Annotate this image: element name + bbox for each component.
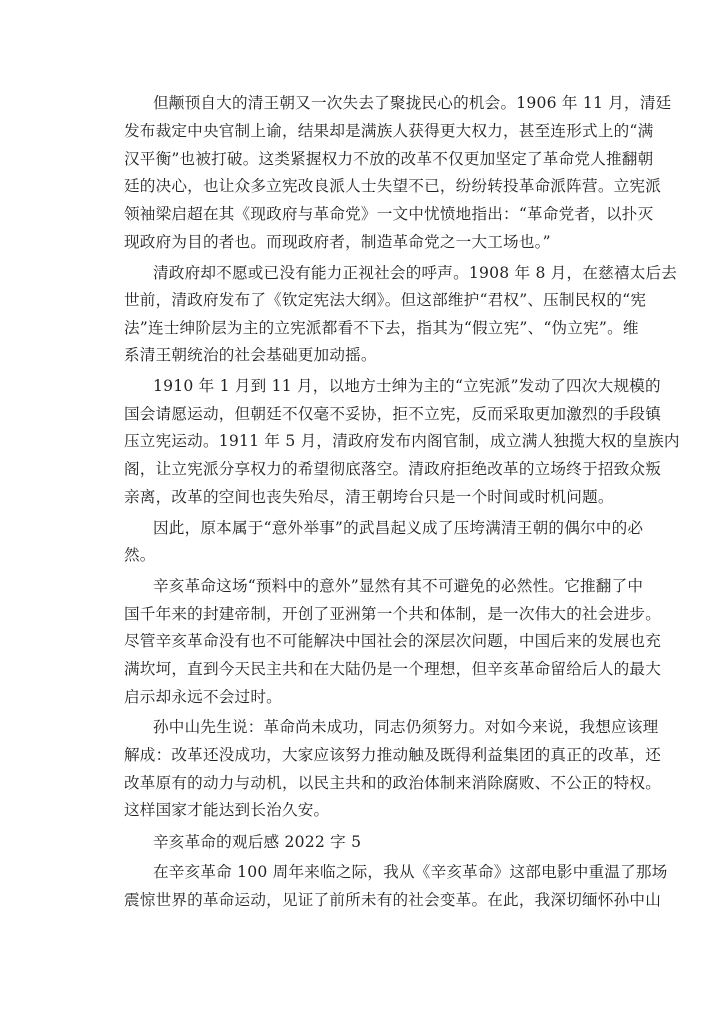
text-line: 尽管辛亥革命没有也不可能解决中国社会的深层次问题，中国后来的发展也充 — [124, 632, 661, 650]
text-line: 启示却永远不会过时。 — [124, 688, 282, 706]
text-line: 满坎坷，直到今天民主共和在大陆仍是一个理想，但辛亥革命留给后人的最大 — [124, 660, 661, 678]
text-line: 现政府为目的者也。而现政府者，制造革命党之一大工场也。” — [124, 233, 551, 251]
text-line: 解成：改革还没成功，大家应该努力推动触及既得利益集团的真正的改革，还 — [124, 746, 661, 764]
text-line: 1910 年 1 月到 11 月，以地方士绅为主的“立宪派”发动了四次大规模的 — [153, 377, 661, 395]
text-line: 国千年来的封建帝制，开创了亚洲第一个共和体制，是一次伟大的社会进步。 — [124, 605, 661, 623]
text-line: 系清王朝统治的社会基础更加动摇。 — [124, 346, 377, 364]
text-line: 国会请愿运动，但朝廷不仅毫不妥协，拒不立宪，反而采取更加激烈的手段镇 — [124, 405, 661, 423]
text-line: 亲离，改革的空间也丧失殆尽，清王朝垮台只是一个时间或时机问题。 — [124, 488, 614, 506]
text-line: 压立宪运动。1911 年 5 月，清政府发布内阁官制，成立满人独揽大权的皇族内 — [124, 432, 680, 450]
text-line: 法”连士绅阶层为主的立宪派都看不下去，指其为“假立宪”、“伪立宪”。维 — [124, 319, 639, 337]
text-line: 在辛亥革命 100 周年来临之际，我从《辛亥革命》这部电影中重温了那场 — [153, 863, 668, 881]
text-line: 发布裁定中央官制上谕，结果却是满族人获得更大权力，甚至连形式上的“满 — [124, 122, 654, 140]
text-line: 领袖梁启超在其《现政府与革命党》一文中忧愤地指出：“革命党者，以扑灭 — [124, 205, 654, 223]
text-line: 孙中山先生说：革命尚未成功，同志仍须努力。对如今来说，我想应该理 — [153, 718, 659, 736]
text-line: 廷的决心，也让众多立宪改良派人士失望不已，纷纷转投革命派阵营。立宪派 — [124, 177, 661, 195]
text-line: 清政府却不愿或已没有能力正视社会的呼声。1908 年 8 月，在慈禧太后去 — [153, 264, 678, 282]
text-line: 因此，原本属于“意外举事”的武昌起义成了压垮满清王朝的偶尔中的必 — [153, 519, 644, 537]
text-line: 辛亥革命这场“预料中的意外”显然有其不可避免的必然性。它推翻了中 — [153, 577, 644, 595]
text-line: 这样国家才能达到长治久安。 — [124, 801, 330, 819]
text-line: 震惊世界的革命运动，见证了前所未有的社会变革。在此，我深切缅怀孙中山 — [124, 891, 661, 909]
text-line: 汉平衡”也被打破。这类紧握权力不放的改革不仅更加坚定了革命党人推翻朝 — [124, 150, 654, 168]
text-line: 阁，让立宪派分享权力的希望彻底落空。清政府拒绝改革的立场终于招致众叛 — [124, 460, 661, 478]
text-line: 改革原有的动力与动机，以民主共和的政治体制来消除腐败、不公正的特权。 — [124, 774, 661, 792]
text-line: 但颟顸自大的清王朝又一次失去了聚拢民心的机会。1906 年 11 月，清廷 — [153, 94, 672, 112]
text-line: 世前，清政府发布了《钦定宪法大纲》。但这部维护“君权”、压制民权的“宪 — [124, 291, 647, 309]
text-line: 然。 — [124, 546, 156, 564]
text-line: 辛亥革命的观后感 2022 字 5 — [153, 833, 362, 851]
